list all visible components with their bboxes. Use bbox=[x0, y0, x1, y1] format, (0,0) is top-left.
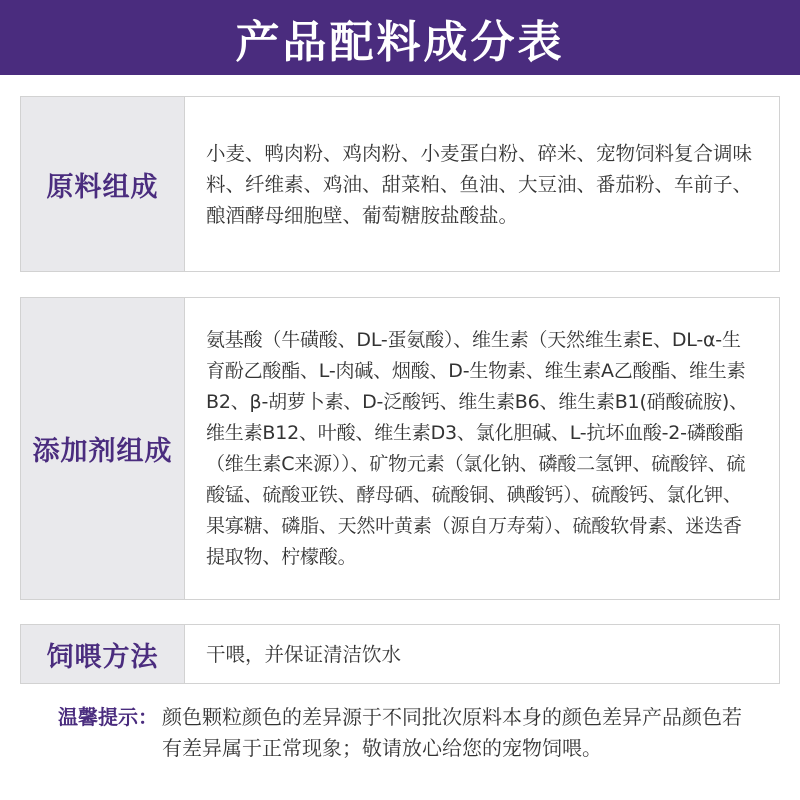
tip-note bbox=[58, 702, 788, 764]
section-additives bbox=[20, 297, 780, 600]
tip-text: 颜色颗粒颜色的差异源于不同批次原料本身的颜色差异产品颜色若有差异属于正常现象；敬请放心给您的宠物饲喂。 bbox=[162, 705, 742, 760]
tip-label: 温馨提示： bbox=[58, 705, 158, 729]
section-ingredients bbox=[20, 96, 780, 272]
header-banner bbox=[0, 0, 800, 75]
section-feeding bbox=[20, 624, 780, 684]
section-text-ingredients: 小麦、鸭肉粉、鸡肉粉、小麦蛋白粉、碎米、宠物饲料复合调味料、纤维素、鸡油、甜菜粕、鱼油、大豆油、番茄粉、车前子、酿酒酵母细胞壁、葡萄糖胺盐酸盐。 bbox=[206, 141, 753, 227]
page-title: 产品配料成分表 bbox=[235, 16, 565, 68]
section-label-feeding: 饲喂方法 bbox=[21, 625, 185, 683]
section-label-ingredients: 原料组成 bbox=[21, 97, 185, 271]
section-label-additives: 添加剂组成 bbox=[21, 298, 185, 599]
section-text-additives: 氨基酸（牛磺酸、DL-蛋氨酸）、维生素（天然维生素E、DL-α-生育酚乙酸酯、L-肉碱、烟酸、D-生物素、维生素A乙酸酯、维生素B2、β-胡萝卜素、D-泛酸钙、维生素B6、维生素B1(硝酸硫胺)、维生素B12、叶酸、维生素D3、氯化胆碱、L-抗坏血酸-2-磷酸酯（维生素C来源））、矿物元素（氯化钠、磷酸二氢钾、硫酸锌、硫酸锰、硫酸亚铁、酵母硒、硫酸铜、碘酸钙）、硫酸钙、氯化钾、果寡糖、磷脂、天然叶黄素（源自万寿菊）、硫酸软骨素、迷迭香提取物、柠檬酸。 bbox=[206, 328, 748, 568]
section-text-feeding: 干喂，并保证清洁饮水 bbox=[206, 642, 402, 666]
